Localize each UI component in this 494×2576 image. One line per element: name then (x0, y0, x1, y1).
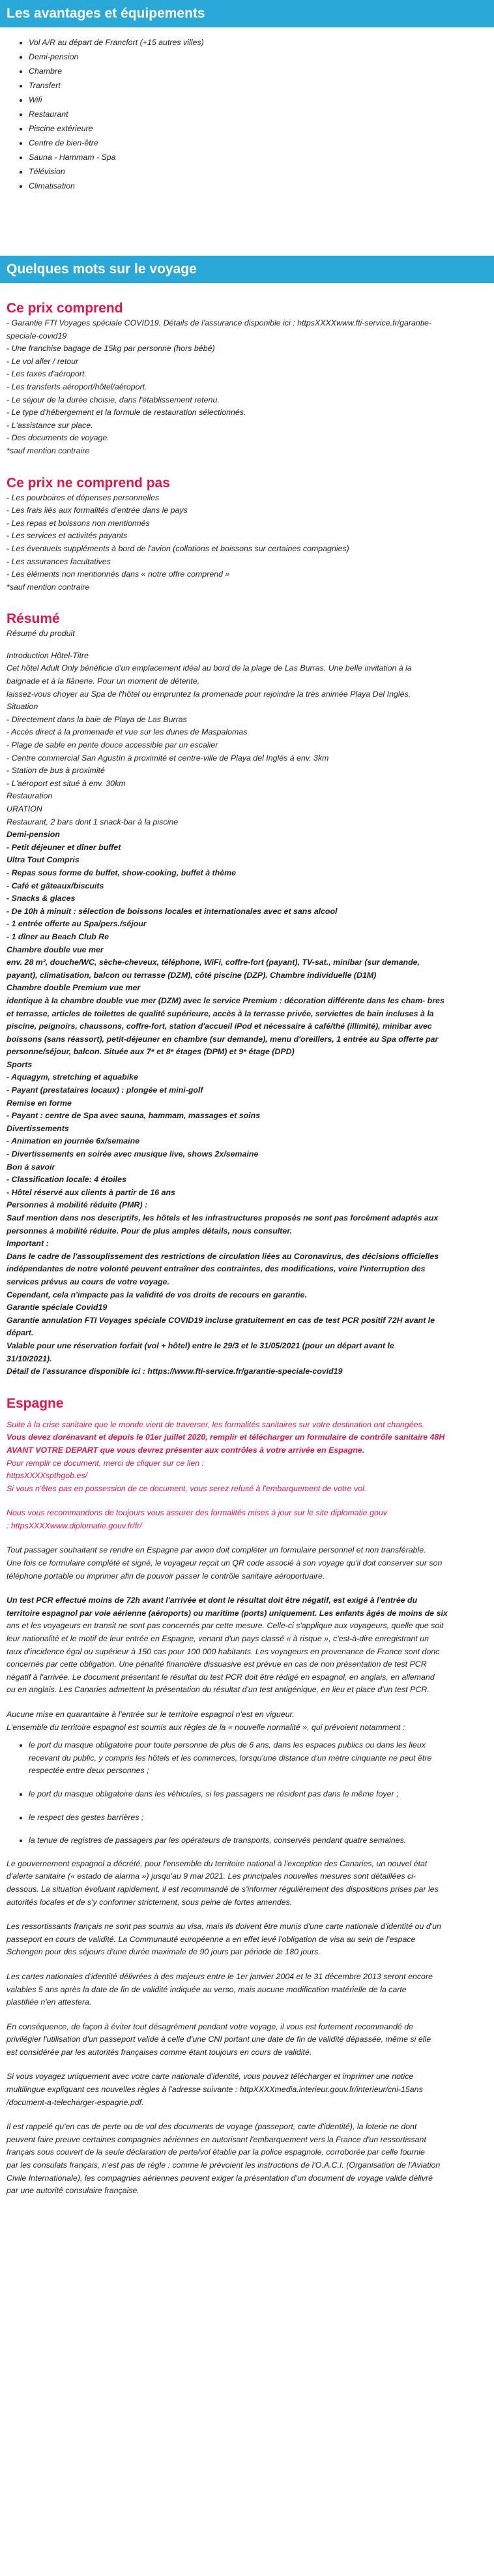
paragraph-line: Aucune mise en quarantaine à l'entrée sur le territoire espagnol n'est en vigueur. (7, 1710, 295, 1719)
summary-line: - Hôtel réservé aux clients à partir de 16 ans (7, 1187, 175, 1197)
included-line: - Les taxes d'aéroport. (7, 369, 87, 379)
spain-quarantine-paragraph (7, 1708, 487, 1734)
about-header: Quelques mots sur le voyage (0, 256, 494, 283)
summary-line: - De 10h à minuit : sélection de boissons locales et internationales avec et sans alcool (7, 906, 338, 916)
summary-line: payant), climatisation, balcon ou terrasse (DZM), côté piscine (DZP). Chambre individuelle (D1M) (7, 970, 377, 980)
summary-line: - Petit déjeuner et dîner buffet (7, 842, 121, 852)
summary-line: - Repas sous forme de buffet, show-cooking, buffet à thème (7, 868, 237, 877)
excluded-line: - Les frais liés aux formalités d'entrée dans le pays (7, 506, 188, 515)
summary-line: Remise en forme (7, 1098, 72, 1108)
excluded-line: - Les éléments non mentionnés dans « notre offre comprend » (7, 569, 230, 579)
advantage-item: • Sauna - Hammam - Spa (29, 150, 494, 164)
summary-line: Cependant, cela n'impacte pas la validité de vos droits de recours en garantie. (7, 1290, 307, 1299)
rule-line: • le port du masque obligatoire pour toute personne de plus de 6 ans, dans les espaces publics ou dans les lieux (29, 1740, 426, 1750)
summary-line: Demi-pension (7, 830, 60, 840)
paragraph-line: téléphone portable ou imprimer afin de pouvoir passer le contrôle sanitaire aéroportuaire. (7, 1571, 325, 1581)
health-notice-line: Pour remplir ce document, merci de cliquer sur ce lien : (7, 1458, 205, 1468)
summary-line: - Accès direct à la promenade et vue sur les dunes de Maspalomas (7, 727, 248, 737)
paragraph-line: leur nationalité et le motif de leur entrée en Espagne, venant d'un pays classé « à risque », c'est-à-dire enregistrant un (7, 1634, 429, 1644)
summary-line: - Animation en journée 6x/semaine (7, 1136, 140, 1146)
rule-line: • le port du masque obligatoire dans les véhicules, si les passagers ne résident pas dans le même foyer ; (29, 1789, 399, 1798)
included-line: speciale-covid19 (7, 331, 67, 341)
spain-form-paragraph (7, 1544, 487, 1583)
excluded-title: Ce prix ne comprend pas (7, 475, 170, 491)
excluded-line: - Les repas et boissons non mentionnés (7, 518, 150, 528)
summary-line: Ultra Tout Compris (7, 855, 80, 865)
paragraph-line: Si vous voyagez uniquement avec votre carte nationale d'identité, vous pouvez télécharger et imprimer une notice (7, 2072, 414, 2082)
spain-pcr-paragraph (7, 1594, 487, 1697)
paragraph-line: dessous. La situation évoluant rapidement, il est recommandé de s'informer régulièrement des dispositions prises par les (7, 1884, 439, 1894)
health-notice-line: Si vous n'êtes pas en possession de ce document, vous serez refusé à l'embarquement de votre vol. (7, 1483, 367, 1493)
spain-loss-paragraph (7, 2121, 487, 2198)
spain-diplomatie-notice (7, 1507, 487, 1532)
advantage-item: • Restaurant (29, 107, 494, 121)
summary-line: - L'aéroport est situé à env. 30km (7, 778, 126, 788)
paragraph-line: L'ensemble du territoire espagnol est soumis aux règles de la « nouvelle normalité », qui prévoient notamment : (7, 1722, 405, 1732)
included-line: - L'assistance sur place. (7, 420, 93, 430)
diplomatie-line: : httpsXXXXwww.diplomatie.gouv.fr/fr/ (7, 1521, 142, 1530)
summary-line: - 1 entrée offerte au Spa/pers./séjour (7, 919, 147, 929)
paragraph-line: par une autorité consulaire française. (7, 2186, 139, 2196)
rule-line: • la tenue de registres de passagers par les opérateurs de transports, conservés pendant quatre semaines. (29, 1836, 407, 1845)
paragraph-line: Schengen pour des séjours d'une durée maximale de 90 jours par période de 180 jours. (7, 1947, 321, 1957)
excluded-line: - Les éventuels suppléments à bord de l'avion (collations et boissons sur certaines compagnies) (7, 543, 349, 553)
summary-line: Personnes à mobilité réduite (PMR) : (7, 1200, 148, 1210)
excluded-line: - Les services et activités payants (7, 531, 128, 541)
spain-visa-paragraph (7, 1920, 487, 1959)
summary-line: personne/séjour, balcon. Située aux 7ᵉ et 8ᵉ étages (DPM) et 9ᵉ étage (DPD) (7, 1047, 295, 1057)
advantage-item: • Climatisation (29, 179, 494, 193)
health-notice-line: Vous devez dorénavant et depuis le 01er juillet 2020, remplir et télécharger un formulaire de contrôle sanitaire 48H (7, 1432, 445, 1442)
summary-line: Sports (7, 1059, 33, 1069)
summary-line: Détail de l'assurance disponible ici : https://www.fti-service.fr/garantie-speciale-covid19 (7, 1367, 343, 1376)
paragraph-line: passeport en cours de validité. La Communauté européenne a en effet levé l'obligation de visa au sein de l'espace (7, 1934, 416, 1944)
summary-subtitle: Résumé du produit (7, 629, 75, 639)
spain-rules-list (7, 1739, 487, 1847)
paragraph-line: ou en anglais. Les Canaries admettent la présentation du résultat d'un test antigénique, en lieu et place d'un test PCR. (7, 1685, 429, 1695)
advantage-item: • Chambre (29, 64, 494, 78)
spain-alert-paragraph (7, 1858, 487, 1909)
paragraph-line: ans et les voyageurs en transit ne sont pas concernés par cette mesure. Celle-ci s'applique aux voyageurs, quelle que soit (7, 1621, 444, 1631)
rule-line: respectée entre deux personnes ; (29, 1766, 149, 1776)
paragraph-line: Le gouvernement espagnol a décrété, pour l'ensemble du territoire national à l'exception des Canaries, un nouvel état (7, 1858, 428, 1868)
summary-line: - Snacks & glaces (7, 894, 76, 903)
summary-line: - Payant (prestataires locaux) : plongée et mini-golf (7, 1085, 203, 1095)
spain-notice-paragraph (7, 2070, 487, 2109)
rule-line: • le respect des gestes barrières ; (29, 1812, 144, 1822)
rule-item (29, 1739, 487, 1778)
summary-line: Restaurant, 2 bars dont 1 snack-bar à la piscine (7, 817, 179, 826)
paragraph-line: territoire espagnol par voie aérienne (aéroports) ou maritime (ports) uniquement. Les enfants âgés de moins de six (7, 1608, 448, 1618)
summary-line: Garantie spéciale Covid19 (7, 1303, 108, 1312)
advantage-item: • Centre de bien-être (29, 136, 494, 150)
rule-item (29, 1811, 487, 1825)
summary-line: baignade et à la flânerie. Pour un moment de détente, (7, 676, 200, 686)
paragraph-line: taux d'incidence égal ou supérieur à 150 cas pour 100 000 habitants. Les voyageurs en provenance de France sont donc (7, 1646, 440, 1656)
paragraph-line: peuvent faire preuve certaines compagnies aériennes en autorisant l'embarquement vers la France d'un ressortissant (7, 2134, 426, 2144)
spain-cni-paragraph (7, 1971, 487, 2009)
summary-line: Divertissements (7, 1123, 69, 1133)
summary-line: Introduction Hôtel-Titre (7, 650, 89, 660)
summary-line: Garantie annulation FTI Voyages spéciale COVID19 incluse gratuitement en cas de test PCR positif 72H avant le (7, 1315, 435, 1325)
paragraph-line: Civile Internationale), les compagnies aériennes peuvent exiger la présentation d'un document de voyage valide délivré (7, 2173, 433, 2183)
summary-line: Chambre double Premium vue mer (7, 983, 141, 993)
summary-line: Restauration (7, 791, 53, 801)
paragraph-line: /document-a-telecharger-espagne.pdf. (7, 2097, 144, 2107)
summary-line: laissez-vous choyer au Spa de l'hôtel ou empruntez la promenade pour rejoindre la très animée Playa Del Inglés. (7, 689, 411, 699)
summary-line: indépendantes de notre volonté peuvent entraîner des contraintes, des modifications, voire l'interruption des (7, 1264, 426, 1274)
paragraph-line: plastifiée n'en attestera. (7, 1997, 92, 2007)
paragraph-line: Un test PCR effectué moins de 72h avant l'arrivée et dont le résultat doit être négatif, est exigé à l'entrée du (7, 1596, 418, 1605)
summary-line: - Plage de sable en pente douce accessible par un escalier (7, 740, 218, 750)
health-notice-line: Suite à la crise sanitaire que le monde vient de traverser, les formalités sanitaires sur votre destination ont changées. (7, 1419, 425, 1429)
rule-item (29, 1788, 487, 1801)
summary-line: Bon à savoir (7, 1162, 55, 1172)
spain-passport-paragraph (7, 2021, 487, 2059)
summary-line: Valable pour une réservation forfait (vol + hôtel) entre le 29/3 et le 31/05/2021 (pour un départ avant le (7, 1341, 394, 1350)
summary-line: et terrasse, articles de toilettes de qualité supérieure, accès à la terrasse privée, serviettes de bain incluses à la (7, 1008, 434, 1018)
paragraph-line: est considérée par les autorités françaises comme étant toujours en cours de validité. (7, 2047, 312, 2057)
summary-line: Dans le cadre de l'assouplissement des restrictions de circulation liées au Coronavirus, des décisions officielles (7, 1251, 439, 1261)
summary-line: Cet hôtel Adult Only bénéficie d'un emplacement idéal au bord de la plage de Las Burras. Une belle invitation à la (7, 663, 412, 673)
summary-line: 31/10/2021). (7, 1354, 52, 1363)
included-line: - Les transferts aéroport/hôtel/aéroport. (7, 382, 147, 391)
trip-details (0, 300, 494, 2198)
paragraph-line: autorités locales et de s'y conformer strictement, sous peine de fortes amendes. (7, 1897, 293, 1907)
advantages-list (0, 27, 494, 209)
paragraph-line: français sous couvert de la seule déclaration de perte/vol établie par la police espagnole, corroborée par celle fournie (7, 2147, 425, 2157)
spain-title: Espagne (7, 1395, 64, 1411)
summary-line: personnes à mobilité réduite. Pour de plus amples détails, nous consulter. (7, 1226, 292, 1235)
summary-line: URATION (7, 804, 42, 813)
advantages-header: Les avantages et équipements (0, 0, 494, 27)
paragraph-line: d'alerte sanitaire (« estado de alarma ») jusqu'au 9 mai 2021. Les principales nouvelles mesures sont détaillées ci- (7, 1871, 416, 1881)
paragraph-line: négatif à l'arrivée. Le document présentant le résultat du test PCR doit être rédigé en espagnol, en anglais, en allemand (7, 1672, 435, 1682)
summary-line: env. 28 m², douche/WC, sèche-cheveux, téléphone, WiFi, coffre-fort (payant), TV-sat., minibar (sur demande, (7, 958, 420, 967)
excluded-line: - Les pourboires et dépenses personnelles (7, 492, 160, 502)
paragraph-line: Les ressortissants français ne sont pas soumis au visa, mais ils doivent être munis d'une carte nationale d'identité ou d'un (7, 1922, 441, 1932)
advantage-item: • Télévision (29, 164, 494, 179)
excluded-line: *sauf mention contraire (7, 582, 90, 592)
summary-line: piscine, peignoirs, chaussons, coffre-fort, station d'accueil iPod et nécessaire à café/thé (illimité), minibar avec (7, 1022, 432, 1031)
summary-title: Résumé (7, 611, 60, 627)
summary-line: identique à la chambre double vue mer (DZM) avec le service Premium : décoration différente dans les cham- bres (7, 995, 444, 1005)
paragraph-line: Les cartes nationales d'identité délivrées à des majeurs entre le 1er janvier 2004 et le 31 décembre 2013 seront encore (7, 1971, 433, 1981)
advantage-item: • Demi-pension (29, 50, 494, 64)
summary-line: - Classification locale: 4 étoiles (7, 1175, 126, 1185)
summary-line: - Café et gâteaux/biscuits (7, 881, 104, 890)
summary-line: Sauf mention dans nos descriptifs, les hôtels et les infrastructures proposés ne sont pas forcément adaptés aux (7, 1213, 439, 1222)
summary-line: boissons (sans réassort), petit-déjeuner en chambre (sur demande), menu d'oreillers, 1 entrée au Spa offerte par (7, 1034, 439, 1044)
paragraph-line: Il est rappelé qu'en cas de perte ou de vol des documents de voyage (passeport, carte d'identité), la loterie ne dont (7, 2122, 417, 2132)
included-line: - Garantie FTI Voyages spéciale COVID19. Détails de l'assurance disponible ici : httpsXXXXwww.fti-service.fr/garantie- (7, 318, 432, 327)
included-line: - Le vol aller / retour (7, 356, 79, 366)
rule-line: recevant du public, y compris les hôtels et les commerces, lorsqu'une distance d'un mètre cinquante ne peut être (29, 1753, 432, 1763)
advantage-item: • Vol A/R au départ de Francfort (+15 autres villes) (29, 35, 494, 50)
summary-line: - 1 dîner au Beach Club Re (7, 932, 109, 941)
paragraph-line: multilingue expliquant ces nouvelles règles à l'adresse suivante : httpXXXXmedia.interieur.gouv.fr/interieur/cni-15ans (7, 2085, 423, 2095)
paragraph-line: valables 5 ans après la date de fin de validité indiquée au verso, mais aucune modification matérielle de la carte (7, 1984, 407, 1994)
summary-line: - Payant : centre de Spa avec sauna, hammam, massages et soins (7, 1111, 261, 1121)
advantage-item: • Piscine extérieure (29, 121, 494, 136)
advantage-item: • Transfert (29, 78, 494, 93)
paragraph-line: privilégier l'utilisation d'un passeport valide à celle d'une CNI portant une date de fin de validité dépassée, même si elle (7, 2035, 431, 2044)
summary-body (7, 650, 487, 1378)
included-line: - Une franchise bagage de 15kg par personne (hors bébé) (7, 344, 215, 354)
health-notice-line: httpsXXXXspthgob.es/ (7, 1471, 87, 1481)
included-line: - Le séjour de la durée choisie, dans l'établissement retenu. (7, 395, 220, 404)
summary-line: - Station de bus à proximité (7, 766, 105, 776)
spain-health-notice (7, 1419, 487, 1496)
summary-line: Chambre double vue mer (7, 945, 104, 954)
summary-line: Situation (7, 702, 38, 712)
paragraph-line: En conséquence, de façon à éviter tout désagrément pendant votre voyage, il vous est fortement recommandé de (7, 2022, 414, 2031)
summary-line: - Divertissements en soirée avec musique live, shows 2x/semaine (7, 1149, 259, 1159)
excluded-line: - Les assurances facultatives (7, 556, 111, 566)
included-line: - Le type d'hébergement et la formule de restauration sélectionnés. (7, 408, 246, 417)
advantage-item: • Wifi (29, 93, 494, 107)
paragraph-line: Une fois ce formulaire complété et signé, le voyageur reçoit un QR code associé à son voyage qu'il doit conserver sur son (7, 1558, 443, 1568)
summary-line: - Aquagym, stretching et aquabike (7, 1072, 138, 1082)
included-title: Ce prix comprend (7, 301, 123, 316)
paragraph-line: par les consulats français, n'est pas de règle : comme le prévoient les instructions de l'O.A.C.I. (Organisation de l'Aviation (7, 2160, 441, 2170)
excluded-list (7, 492, 487, 594)
paragraph-line: concernés par cette obligation. Une pénalité financière dissuasive est prévue en cas de non présentation de test PCR (7, 1659, 427, 1669)
rule-item (29, 1834, 487, 1847)
included-list (7, 317, 487, 458)
summary-line: - Centre commercial San Agustín à proximité et centre-ville de Playa del Inglés à env. 3km (7, 753, 329, 763)
included-line: - Des documents de voyage. (7, 433, 109, 443)
health-notice-line: AVANT VOTRE DEPART que vous devrez présenter aux contrôles à votre arrivée en Espagne. (7, 1445, 365, 1455)
paragraph-line: Tout passager souhaitant se rendre en Espagne par avion doit compléter un formulaire personnel et non transférable. (7, 1545, 426, 1555)
summary-line: Important : (7, 1239, 49, 1249)
summary-line: - Directement dans la baie de Playa de Las Burras (7, 714, 187, 724)
diplomatie-line: Nous vous recommandons de toujours vous assurer des formalités mises à jour sur le site diplomatie.gouv (7, 1508, 388, 1518)
summary-line: services prévus au cours de votre voyage. (7, 1277, 170, 1286)
summary-line: départ. (7, 1328, 34, 1338)
included-line: *sauf mention contraire (7, 446, 90, 455)
